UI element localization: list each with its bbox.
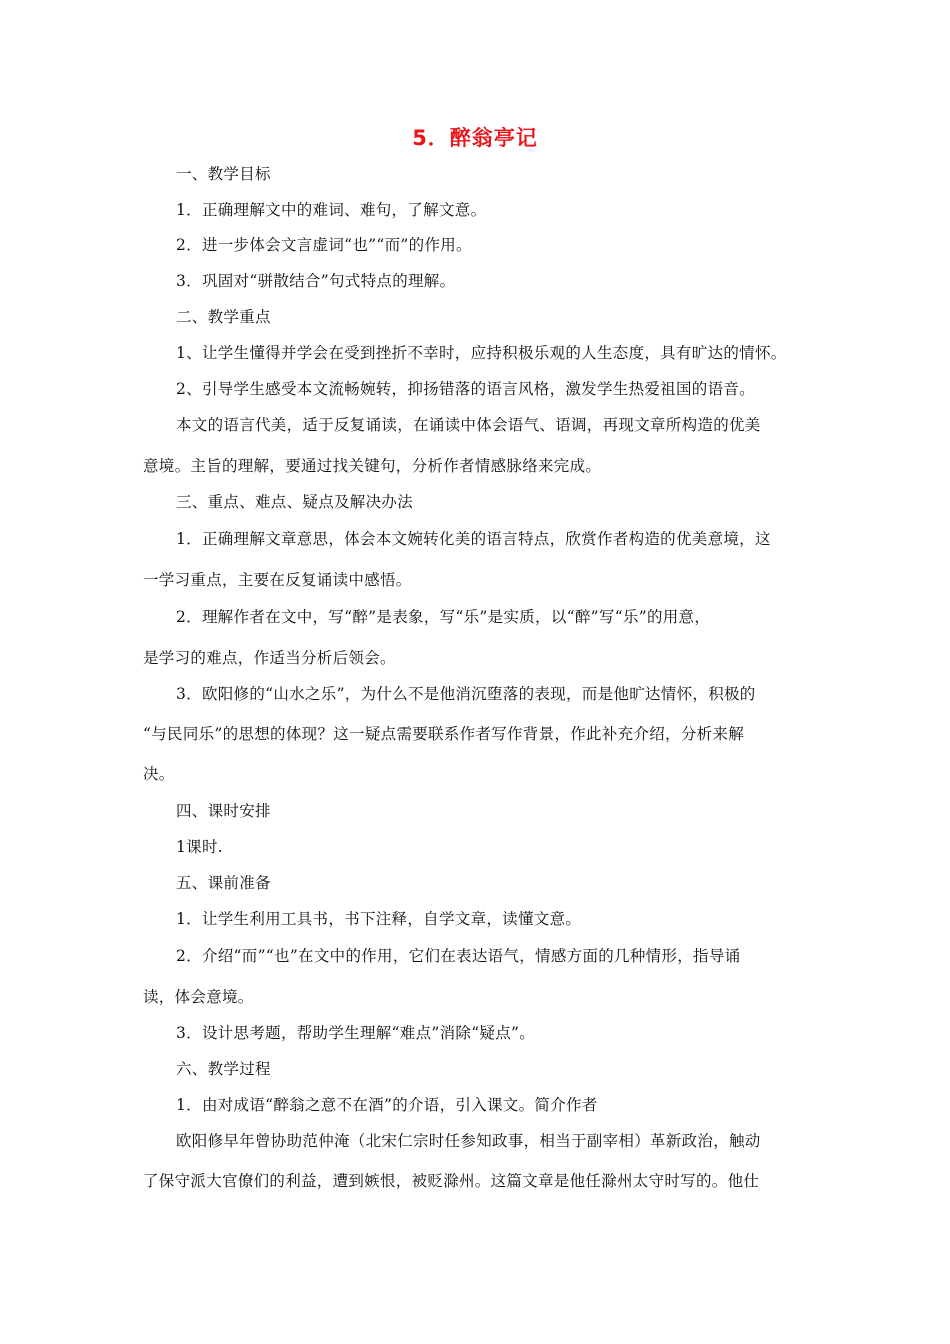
paragraph: 1课时. <box>176 838 223 856</box>
paragraph: 2．理解作者在文中，写“醉”是表象，写“乐”是实质，以“醉”写“乐”的用意， <box>176 608 711 626</box>
heading-key-points: 三、重点、难点、疑点及解决办法 <box>176 493 414 511</box>
paragraph: 2．介绍“而”“也”在文中的作用，它们在表达语气，情感方面的几种情形，指导诵 <box>176 947 741 965</box>
paragraph: 3．巩固对“骈散结合”句式特点的理解。 <box>176 272 456 290</box>
document-title: 5．醉翁亭记 <box>412 126 538 150</box>
paragraph: 意境。主旨的理解，要通过找关键句，分析作者情感脉络来完成。 <box>143 457 602 475</box>
heading-preparation: 五、课前准备 <box>176 874 271 892</box>
paragraph: 决。 <box>143 765 175 783</box>
paragraph: 1．由对成语“醉翁之意不在酒”的介语，引入课文。简介作者 <box>176 1096 598 1114</box>
heading-schedule: 四、课时安排 <box>176 802 271 820</box>
paragraph: 1．正确理解文章意思，体会本文婉转化美的语言特点，欣赏作者构造的优美意境，这 <box>176 530 771 548</box>
paragraph: 1．正确理解文中的难词、难句，了解文意。 <box>176 201 487 219</box>
paragraph: 是学习的难点，作适当分析后领会。 <box>143 649 396 667</box>
paragraph: 1、让学生懂得并学会在受到挫折不幸时，应持积极乐观的人生态度，具有旷达的情怀。 <box>176 344 787 362</box>
paragraph: 2．进一步体会文言虚词“也”“而”的作用。 <box>176 236 472 254</box>
paragraph: 欧阳修早年曾协助范仲淹（北宋仁宗时任参知政事，相当于副宰相）革新政治，触动 <box>176 1132 761 1150</box>
paragraph: 3．设计思考题，帮助学生理解“难点”消除“疑点”。 <box>176 1024 536 1042</box>
paragraph: 2、引导学生感受本文流畅婉转，抑扬错落的语言风格，激发学生热爱祖国的语音。 <box>176 380 755 398</box>
heading-teaching-goals: 一、教学目标 <box>176 165 271 183</box>
paragraph: 了保守派大官僚们的利益，遭到嫉恨，被贬滁州。这篇文章是他任滁州太守时写的。他仕 <box>143 1172 760 1190</box>
paragraph: 3．欧阳修的“山水之乐”，为什么不是他消沉堕落的表现，而是他旷达情怀，积极的 <box>176 685 756 703</box>
heading-teaching-focus: 二、教学重点 <box>176 308 271 326</box>
heading-teaching-process: 六、教学过程 <box>176 1060 271 1078</box>
paragraph: 读，体会意境。 <box>143 988 254 1006</box>
paragraph: 一学习重点，主要在反复诵读中感悟。 <box>143 571 412 589</box>
paragraph: 1．让学生利用工具书，书下注释，自学文章，读懂文意。 <box>176 910 582 928</box>
paragraph: 本文的语言代美，适于反复诵读，在诵读中体会语气、语调，再现文章所构造的优美 <box>176 416 761 434</box>
paragraph: “与民同乐”的思想的体现？这一疑点需要联系作者写作背景，作此补充介绍，分析来解 <box>143 725 745 743</box>
